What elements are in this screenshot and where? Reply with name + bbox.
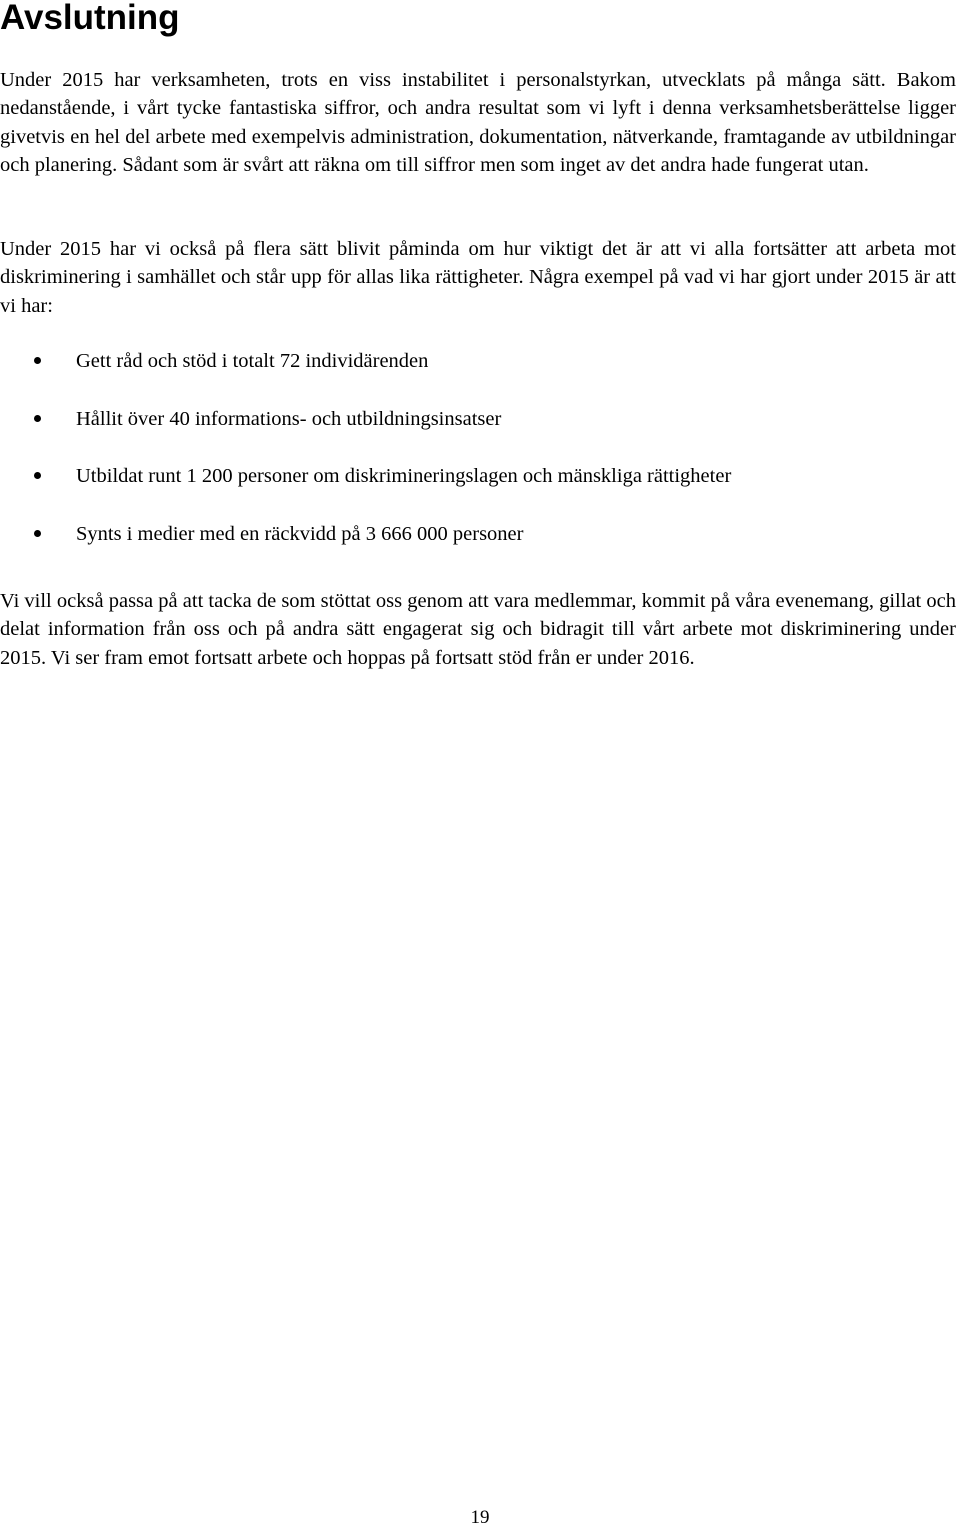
achievements-list: [0, 345, 940, 575]
page-number: 19: [470, 1507, 490, 1528]
paragraph-examples-intro: Under 2015 har vi också på flera sätt blivit påminda om hur viktigt det är att vi alla fortsätter att arbeta mot diskriminering i samhället och står upp för allas lika rättigheter. Några exempel på vad vi har gjort under 2015 är att vi har:: [0, 238, 956, 317]
list-item: [0, 518, 940, 576]
bullet-icon: [34, 357, 41, 364]
list-item-text: Utbildat runt 1 200 personer om diskrimineringslagen och mänskliga rättigheter: [76, 465, 732, 487]
list-item-text: Synts i medier med en räckvidd på 3 666 000 personer: [76, 522, 524, 545]
paragraph-intro: Under 2015 har verksamheten, trots en viss instabilitet i personalstyrkan, utvecklats på många sätt. Bakom nedanstående, i vårt tycke fantastiska siffror, och andra resultat som vi lyft i denna verksamhetsberättelse ligger givetvis en hel del arbete med exempelvis administration, dokumentation, nätverkande, framtagande av utbildningar och planering. Sådant som är svårt att räkna om till siffror men som inget av det andra hade fungerat utan.: [0, 69, 956, 177]
list-item: [0, 403, 940, 461]
list-item-text: Hållit över 40 informations- och utbildningsinsatser: [76, 407, 502, 430]
bullet-icon: [34, 415, 41, 422]
list-item: [0, 460, 940, 518]
list-item-text: Gett råd och stöd i totalt 72 individärenden: [76, 350, 429, 372]
section-heading: Avslutning: [0, 0, 180, 37]
bullet-icon: [34, 530, 41, 537]
paragraph-thanks: Vi vill också passa på att tacka de som stöttat oss genom att vara medlemmar, kommit på våra evenemang, gillat och delat information från oss och på andra sätt engagerat sig och bidragit till vårt arbete mot diskriminering under 2015. Vi ser fram emot fortsatt arbete och hoppas på fortsatt stöd från er under 2016.: [0, 590, 956, 669]
bullet-icon: [34, 472, 41, 479]
list-item: [0, 345, 940, 403]
